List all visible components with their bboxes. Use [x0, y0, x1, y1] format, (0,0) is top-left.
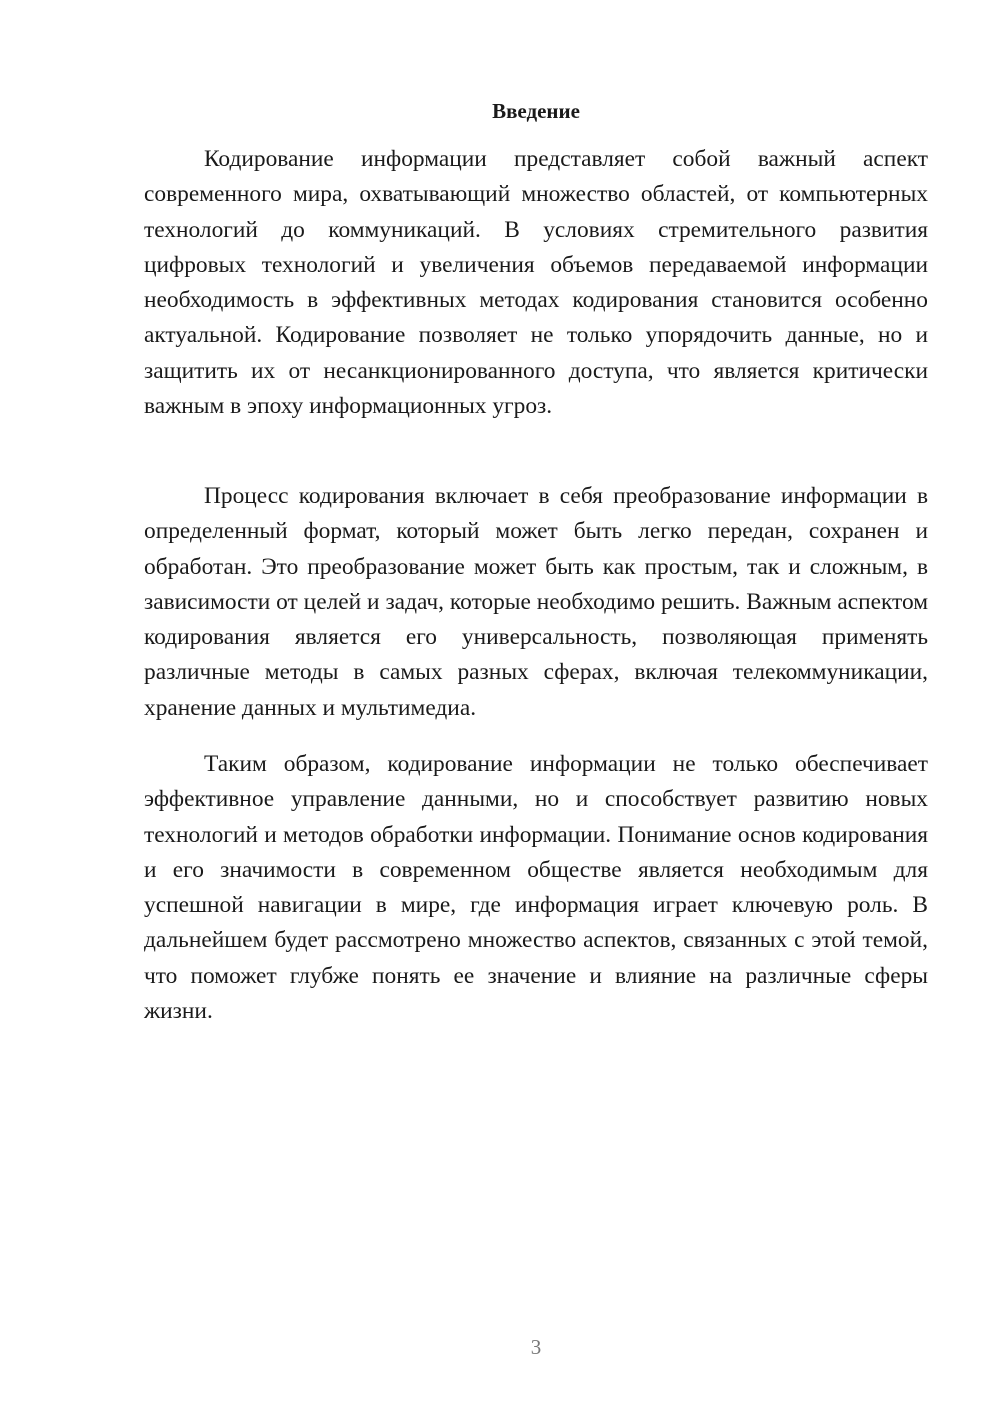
paragraph-2: Процесс кодирования включает в себя преобразование информации в определенный формат, который может быть легко передан, сохранен и обработан. Это преобразование может быть как простым, так и сложным, в зависимости от целей и задач, которые необходимо решить. Важным аспектом кодирования является его универсальность, позволяющая применять различные методы в самых разных сферах, включая телекоммуникации, хранение данных и мультимедиа.	[144, 483, 928, 721]
page-number: 3	[530, 1335, 542, 1359]
paragraph-3: Таким образом, кодирование информации не только обеспечивает эффективное управление данными, но и способствует развитию новых технологий и методов обработки информации. Понимание основ кодирования и его значимости в современном обществе является необходимым для успешной навигации в мире, где информация играет ключевую роль. В дальнейшем будет рассмотрено множество аспектов, связанных с этой темой, что поможет глубже понять ее значение и влияние на различные сферы жизни.	[144, 751, 928, 1025]
section-heading: Введение	[492, 99, 580, 123]
paragraph-1: Кодирование информации представляет собой важный аспект современного мира, охватывающий множество областей, от компьютерных технологий до коммуникаций. В условиях стремительного развития цифровых технологий и увеличения объемов передаваемой информации необходимость в эффективных методах кодирования становится особенно актуальной. Кодирование позволяет не только упорядочить данные, но и защитить их от несанкционированного доступа, что является критически важным в эпоху информационных угроз.	[144, 146, 928, 420]
